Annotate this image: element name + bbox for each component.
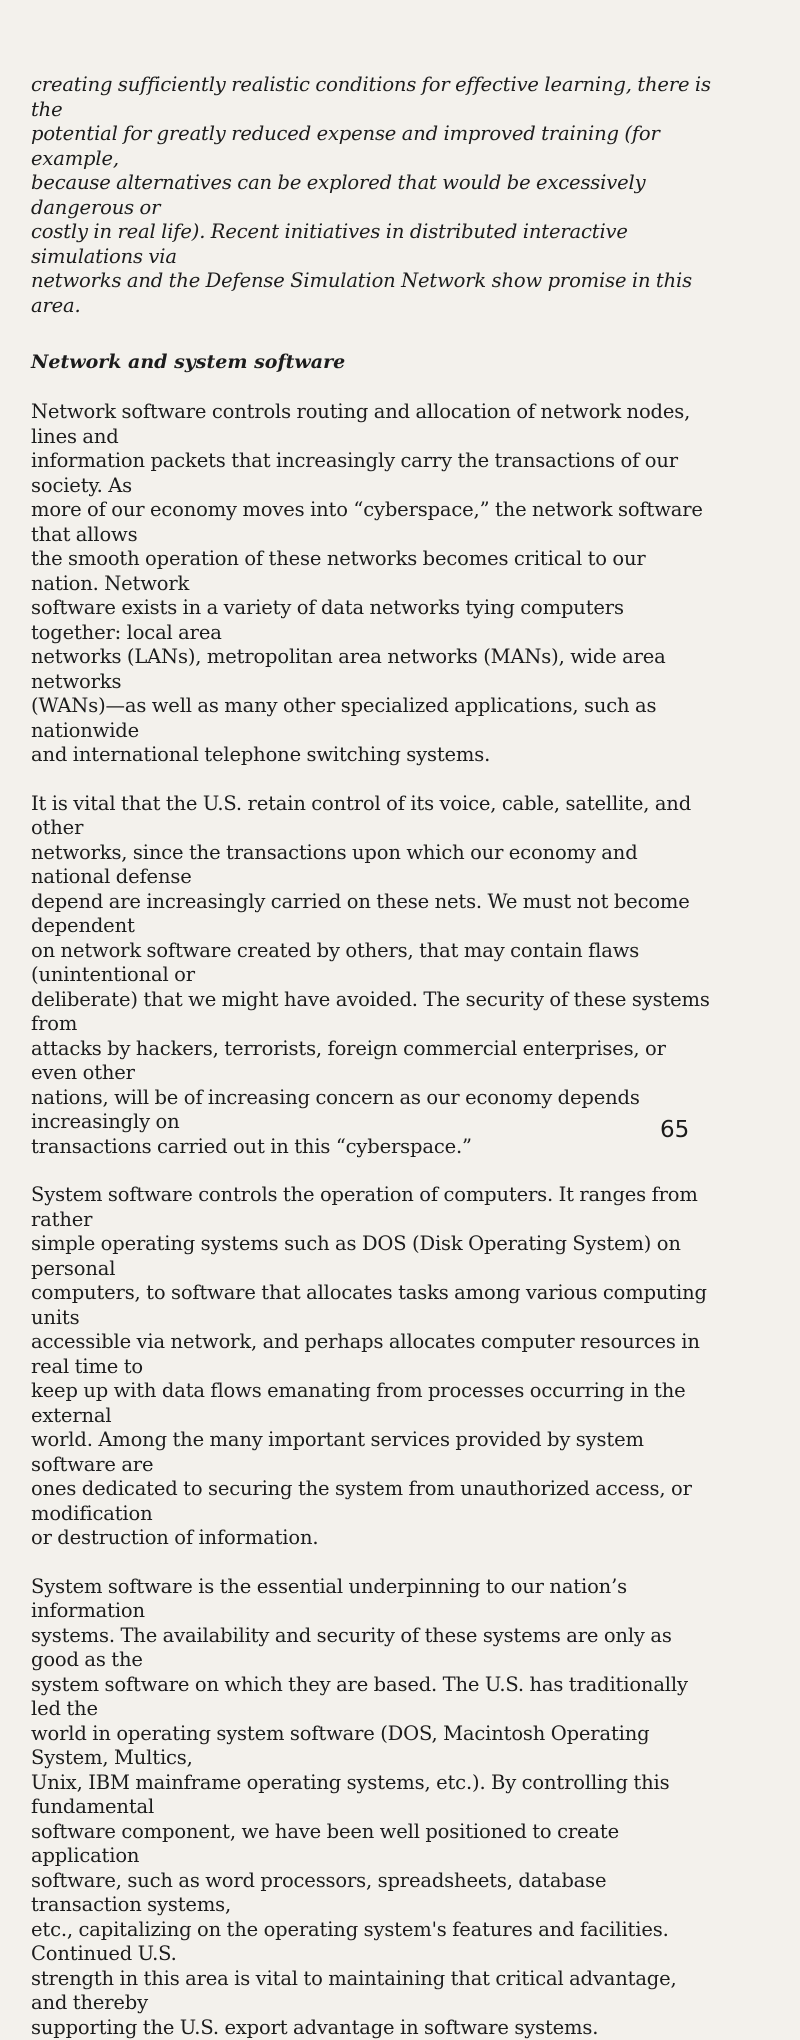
paragraph-network-control: It is vital that the U.S. retain control of its voice, cable, satellite, and other networks, since the transactions upon which our economy and national defense depend are increasingly carried on these nets. We must not become dependent on network software created by others, that may contain flaws (unintentional or deliberate) that we might have avoided. The security of these systems from attacks by hackers, terrorists, foreign commercial enterprises, or even other nations, will be of increasing concern as our economy depends increasingly on transactions carried out in this “cyberspace.” — [31, 792, 711, 1160]
page-number: 65 — [660, 1117, 689, 1143]
paragraph-simulation-training: creating sufficiently realistic conditions for effective learning, there is the potential for greatly reduced expense and improved training (for example, because alternatives can be explored that would be excessively dangerous or costly in real life). Recent initiatives in distributed interactive simulations via networks and the Defense Simulation Network show promise in this area. — [31, 73, 711, 318]
body-column — [31, 73, 711, 2040]
paragraph-system-software: System software controls the operation of computers. It ranges from rather simple operating systems such as DOS (Disk Operating System) on personal computers, to software that allocates tasks among various computing units accessible via network, and perhaps allocates computer resources in real time to keep up with data flows emanating from processes occurring in the external world. Among the many important services provided by system software are ones dedicated to securing the system from unauthorized access, or modification or destruction of information. — [31, 1183, 711, 1551]
paragraph-system-underpinning: System software is the essential underpinning to our nation’s information systems. The availability and security of these systems are only as good as the system software on which they are based. The U.S. has traditionally led the world in operating system software (DOS, Macintosh Operating System, Multics, Unix, IBM mainframe operating systems, etc.). By controlling this fundamental software component, we have been well positioned to create application software, such as word processors, spreadsheets, database transaction systems, etc., capitalizing on the operating system's features and facilities. Continued U.S. strength in this area is vital to maintaining that critical advantage, and thereby supporting the U.S. export advantage in software systems. — [31, 1575, 711, 2040]
section-heading: Network and system software — [31, 351, 711, 373]
paragraph-network-software: Network software controls routing and allocation of network nodes, lines and information packets that increasingly carry the transactions of our society. As more of our economy moves into “cyberspace,” the network software that allows the smooth operation of these networks becomes critical to our nation. Network software exists in a variety of data networks tying computers together: local area networks (LANs), metropolitan area networks (MANs), wide area networks (WANs)—as well as many other specialized applications, such as nationwide and international telephone switching systems. — [31, 400, 711, 768]
